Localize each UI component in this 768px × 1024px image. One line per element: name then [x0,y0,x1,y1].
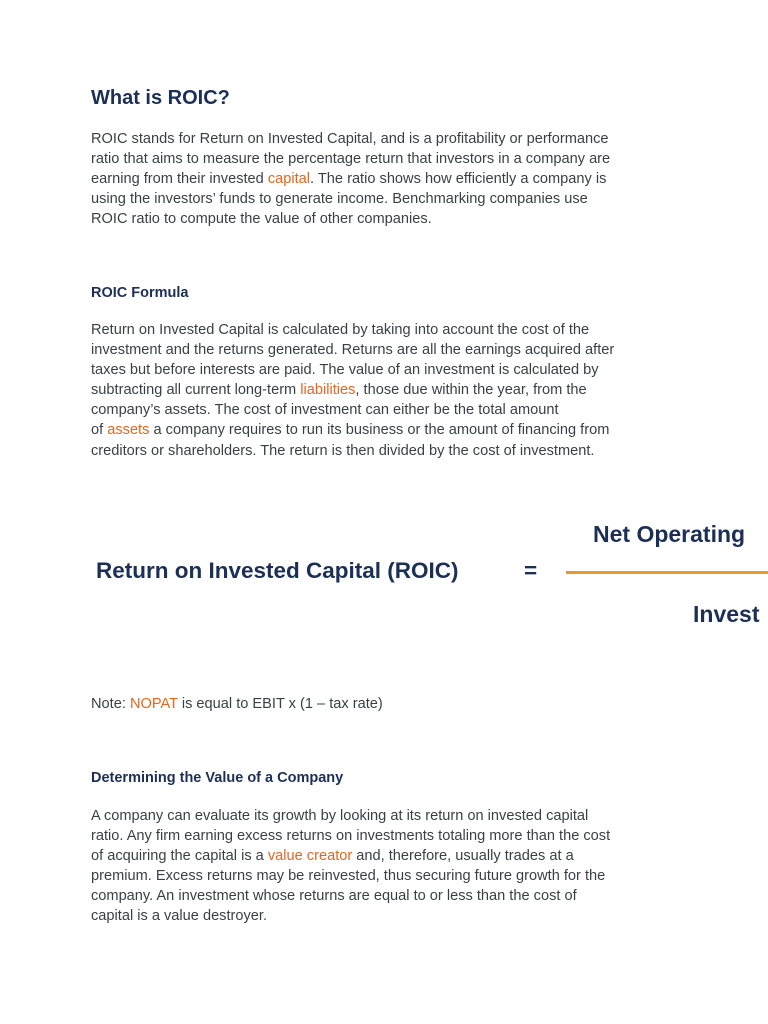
formula-numerator: Net Operating [593,521,746,547]
paragraph-roic-formula: Return on Invested Capital is calculated by taking into account the cost of the investment and the returns generated. Returns are all the earnings acquired after taxes but before interests are paid. The value of an investment is calculated by subtracting all current long-term liabilities, those due within the year, from the company’s assets. The cost of investment can either be the total amount of assets a company requires to run its business or the amount of financing from creditors or shareholders. The return is then divided by the cost of investment. [91,322,615,459]
link-value-creator[interactable]: value creator [267,848,353,865]
link-capital[interactable]: capital [267,171,311,188]
link-liabilities[interactable]: liabilities [300,382,356,399]
formula-fraction-bar [566,571,768,574]
formula-equals-sign: = [524,558,538,583]
section-title-what-is-roic: What is ROIC? [91,87,230,109]
section-title-roic-formula: ROIC Formula [91,285,189,301]
paragraph-roic-definition: ROIC stands for Return on Invested Capital, and is a profitability or performance ratio that aims to measure the percentage return that investors in a company are earning from their invested capital. The ratio shows how efficiently a company is using the investors’ funds to generate income. Benchmarking companies use ROIC ratio to compute the value of other companies. [91,131,611,228]
paragraph-determining-value: A company can evaluate its growth by looking at its return on invested capital ratio. Any firm earning excess returns on investments totaling more than the cost of acquiring the capital is a value creator and, therefore, usually trades at a premium. Excess returns may be reinvested, thus securing future growth for the company. An investment whose returns are equal to or less than the cost of capital is a value destroyer. [91,808,611,925]
formula-left-label: Return on Invested Capital (ROIC) [96,558,459,583]
link-assets[interactable]: assets [107,422,150,439]
section-title-determining-value: Determining the Value of a Company [91,770,344,786]
formula-denominator: Invest [693,601,760,627]
link-nopat[interactable]: NOPAT [129,696,178,712]
note-nopat: Note: NOPAT is equal to EBIT x (1 – tax rate) [91,696,383,712]
